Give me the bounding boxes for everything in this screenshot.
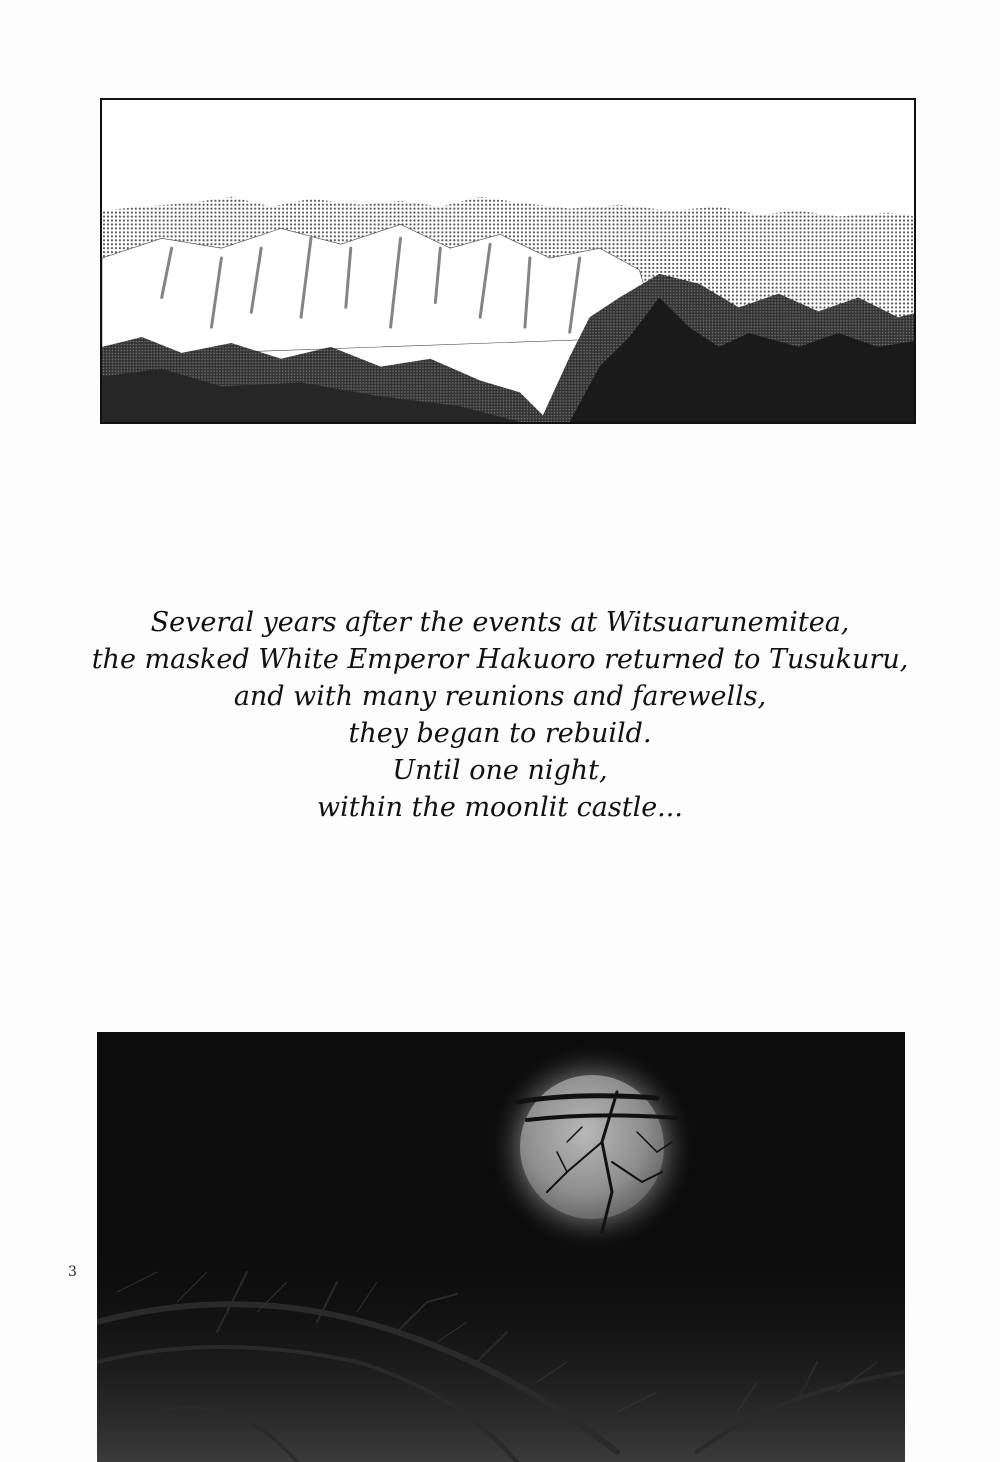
narration-line-5: Until one night, xyxy=(392,755,608,786)
narration-text xyxy=(0,604,1000,826)
narration-line-3: and with many reunions and farewells, xyxy=(233,681,767,712)
moon-panel xyxy=(97,1032,905,1462)
mountain-illustration xyxy=(102,100,914,422)
narration-line-4: they began to rebuild. xyxy=(348,718,652,749)
moon-illustration xyxy=(97,1032,905,1462)
narration-line-6: within the moonlit castle... xyxy=(317,792,683,823)
narration-line-1: Several years after the events at Witsuarunemitea, xyxy=(150,607,850,638)
mountain-panel xyxy=(100,98,916,424)
page-number: 3 xyxy=(68,1264,77,1280)
narration-line-2: the masked White Emperor Hakuoro returned to Tusukuru, xyxy=(91,644,909,675)
